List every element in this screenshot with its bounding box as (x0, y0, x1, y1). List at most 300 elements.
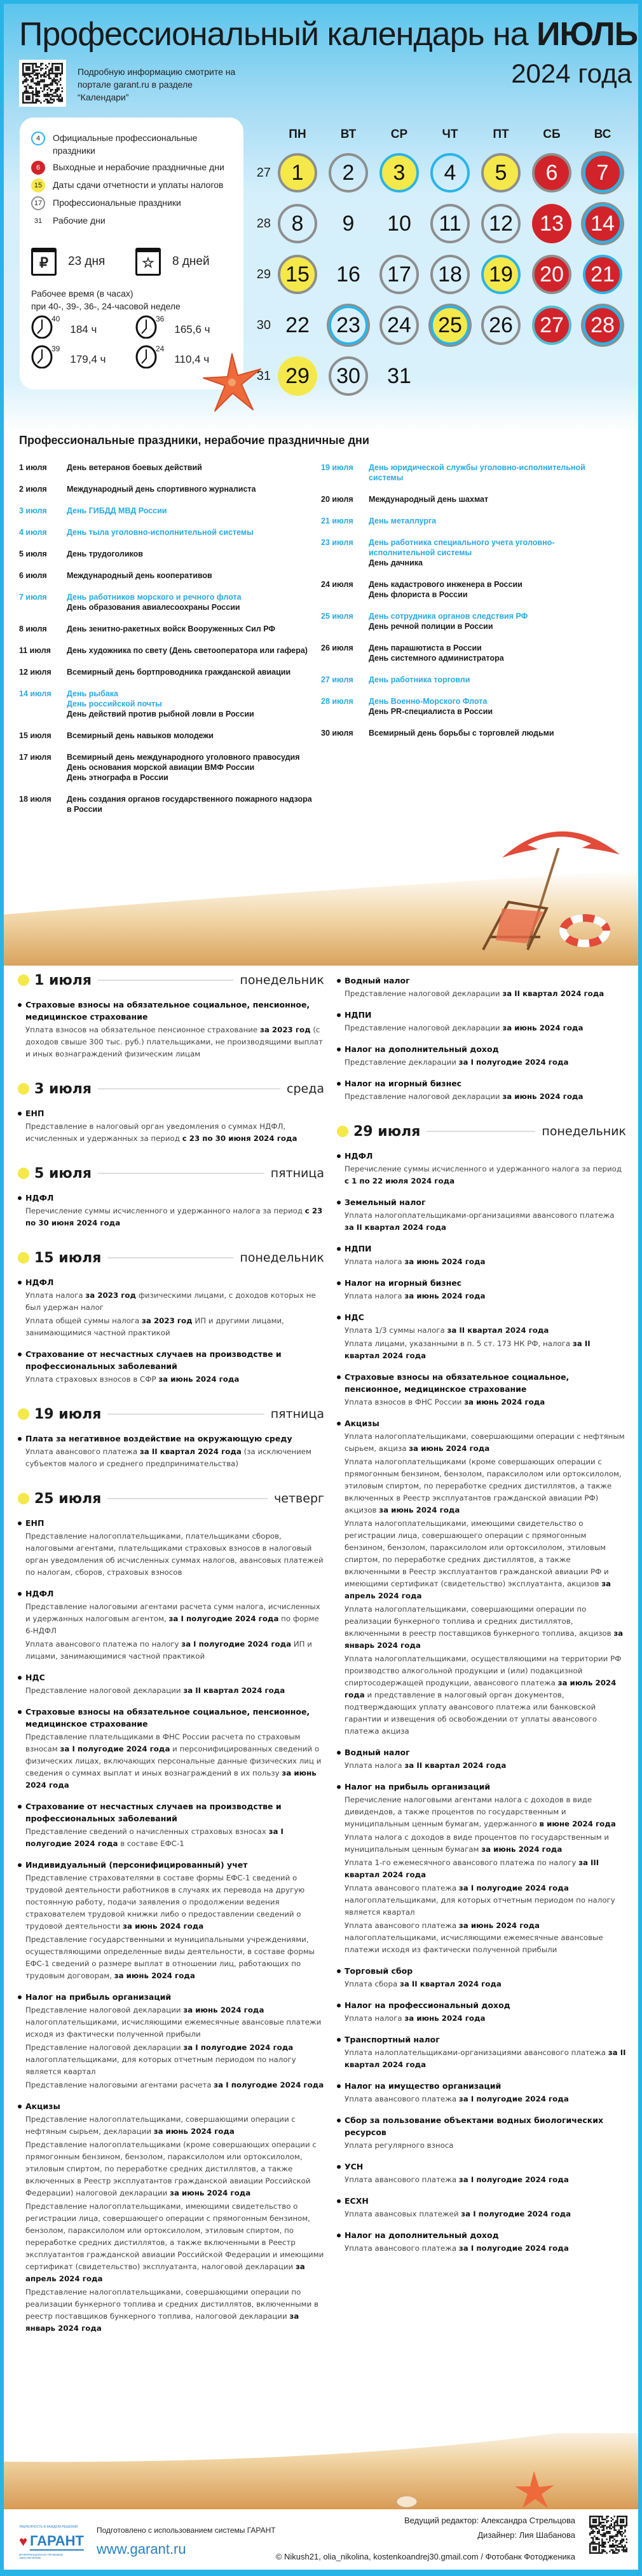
calendar-day[interactable]: 7 (583, 153, 622, 192)
deadline-date: 29 июля (353, 1123, 421, 1140)
holiday-name: Всемирный день международного уголовного правосудия (67, 753, 300, 762)
garant-logo[interactable] (19, 2525, 85, 2559)
deadline-item (18, 1107, 324, 1145)
calendar-cell (272, 249, 323, 300)
calendar-cell (425, 198, 475, 249)
holiday-row (19, 484, 318, 494)
deadline-item (337, 2161, 626, 2186)
calendar-day[interactable]: 18 (430, 255, 470, 294)
deadline-period: за июнь 2024 года (409, 1444, 490, 1453)
stat-days-off (135, 248, 210, 276)
holiday-names (369, 675, 470, 685)
holiday-names (67, 667, 290, 677)
legend-label: Рабочие дни (53, 215, 106, 226)
deadline-title: НДС (345, 1312, 364, 1322)
hours-24 (135, 344, 209, 368)
stat-work-days (31, 248, 105, 276)
deadline-text (345, 1857, 626, 1881)
divider (427, 1131, 535, 1132)
info-text: Подробную информацию смотрите на портале garant.ru в разделе “Календари” (78, 67, 236, 102)
deadline-period: за II квартал 2024 года (345, 2048, 626, 2069)
deadline-text-part: Уплата авансового платежа (345, 2244, 459, 2253)
star-calendar-icon: ☆ (135, 248, 161, 276)
deadline-text-part: по форме 6-НДФЛ (25, 1614, 319, 1635)
tax-date-dot-icon (18, 1493, 29, 1504)
calendar-day[interactable]: 23 (329, 306, 368, 345)
deadline-text-part: Представление налоговой декларации (345, 1092, 503, 1101)
holiday-row (19, 731, 318, 741)
tax-column-right (337, 974, 626, 2263)
deadline-text-part: Уплата налогоплательщиками-организациями авансового платежа (345, 1211, 615, 1220)
deadline-text (25, 1446, 324, 1470)
legend-label: Выходные и нерабочие праздничные дни (53, 162, 224, 172)
deadline-period: за II квартал 2024 года (447, 1326, 549, 1335)
holiday-names (369, 696, 493, 717)
calendar-day[interactable]: 13 (532, 204, 571, 243)
week-number: 27 (256, 165, 271, 180)
deadline-text-part: Уплата сбора (345, 1979, 400, 1988)
deadline-period: за январь 2024 года (345, 1629, 624, 1650)
calendar-cell (526, 198, 577, 249)
deadline-title: Сбор за пользование объектами водных биологических ресурсов (345, 2115, 604, 2137)
deadline-period: за 2023 год (142, 1316, 193, 1325)
legend-dayoff-icon: 6 (31, 161, 45, 175)
deadline-text-part: Представление налоговыми агентами расчета (25, 2080, 214, 2089)
holiday-name: Международный день спортивного журналиста (67, 485, 256, 494)
deadline-item (337, 1196, 626, 1234)
calendar-day[interactable]: 1 (278, 153, 317, 192)
calendar-cell (374, 300, 425, 351)
deadline-title: Налог на профессиональный доход (345, 2000, 510, 2010)
deadline-period: за I полугодие 2024 года (25, 1827, 283, 1848)
calendar-day[interactable]: 24 (379, 306, 419, 345)
calendar-day[interactable]: 28 (583, 306, 622, 345)
deadline-item (18, 1588, 324, 1662)
calendar-day[interactable]: 10 (387, 211, 411, 236)
deadline-title: Налог на прибыль организаций (345, 1782, 491, 1791)
deadline-title: Налог на прибыль организаций (25, 1992, 172, 2002)
deadline-text-part: Представление налогоплательщиками, совершающими операции по реализации бункерного топлива и средних дистиллятов, включенными в реестр поставщиков бункерного топлива, налоговой декларации (25, 2288, 318, 2321)
holiday-row (19, 624, 318, 634)
holiday-date: 26 июля (321, 644, 353, 652)
deadline-period: за I полугодие 2024 года (458, 2244, 569, 2253)
legend-tax-icon: 15 (31, 179, 45, 192)
deadline-item (337, 1009, 626, 1034)
holiday-name: День работников морского и речного флота (67, 593, 242, 602)
calendar-day[interactable]: 31 (387, 363, 411, 388)
holiday-names (67, 752, 300, 783)
calendar-cell (323, 351, 374, 401)
holiday-names (67, 462, 202, 473)
deadline-text (345, 1518, 626, 1602)
deadline-title: Налог на игорный бизнес (345, 1079, 462, 1088)
calendar-cell (475, 147, 526, 198)
weekday-header: ЧТ (442, 128, 458, 141)
hours-value: 165,6 ч (174, 323, 210, 335)
deadline-text (25, 1731, 324, 1791)
deadline-item (337, 1746, 626, 1772)
calendar-day[interactable]: 9 (342, 211, 355, 236)
deadline-text-part: Представление государственными и муниципальными учреждениями, осуществляющими определенные виды деятельности, в составе формы ЕФС-1 сведений о размере выплат в отношении лиц, работающих по трудовым договорам, (25, 1935, 315, 1980)
holiday-name: День художника по свету (День светооператора или гафера) (67, 646, 308, 655)
divider (98, 1088, 280, 1089)
holiday-date: 6 июля (19, 571, 47, 580)
deadline-weekday: среда (287, 1082, 324, 1096)
holiday-date: 2 июля (19, 485, 47, 494)
deadline-text-part: Уплата налога (345, 1291, 405, 1300)
holiday-names (67, 484, 256, 494)
holiday-date: 12 июля (19, 668, 51, 677)
deadline-title: Земельный налог (345, 1197, 426, 1207)
deadline-title: Водный налог (345, 1748, 410, 1757)
week-hours: 40 (51, 314, 60, 323)
deadline-text (345, 1056, 626, 1069)
deadline-text-part: налогоплательщиками, исчисляющими ежемесячные авансовые платежи исходя из фактически полученной прибыли (345, 1933, 603, 1954)
title-text: Профессиональный календарь на (19, 16, 528, 53)
holiday-name: День действий против рыбной ловли в России (67, 710, 254, 718)
deadline-text-part: Уплата авансового платежа (345, 2175, 459, 2184)
holiday-name: День тыла уголовно-исполнительной системы (67, 528, 254, 537)
deadline-text (25, 2079, 324, 2091)
calendar-day[interactable]: 22 (285, 313, 310, 337)
weekday-header: ПН (289, 128, 306, 141)
deadline-text-part: Представление налоговой декларации (25, 1686, 184, 1695)
deadline-text (25, 2139, 324, 2199)
deadline-title: Торговый сбор (345, 1966, 413, 1976)
clock-icon (135, 314, 157, 339)
calendar-day[interactable]: 3 (379, 153, 419, 192)
holiday-names (67, 731, 214, 741)
deadline-text (345, 1290, 626, 1302)
holiday-date: 20 июля (321, 495, 353, 504)
deadline-period: за июнь 2024 года (404, 2014, 486, 2023)
legend-prof (31, 196, 181, 210)
deadline-text-part: Уплата налога с доходов в виде процентов по государственным и муниципальным ценным бумагам (345, 1833, 610, 1854)
days-off-value: 8 дней (172, 255, 210, 268)
deadline-text (25, 2201, 324, 2285)
tax-date-dot-icon (18, 1252, 29, 1264)
holiday-name: День образования авиалесоохраны России (67, 603, 240, 612)
deadline-date-header (337, 1122, 626, 1141)
calendar-day[interactable]: 29 (278, 356, 317, 396)
deadline-title: НДФЛ (25, 1589, 54, 1598)
calendar-cell (425, 147, 475, 198)
holiday-names (369, 728, 554, 738)
deadline-title: ЕНП (25, 1518, 44, 1528)
deadline-period: за I полугодие 2024 года (168, 1614, 279, 1623)
deadline-item (337, 2080, 626, 2105)
deadline-period: за II квартал 2024 года (139, 1447, 242, 1456)
calendar-cell (323, 198, 374, 249)
holiday-row (321, 579, 620, 600)
deadline-item (18, 1276, 324, 1339)
footer-qr-code[interactable] (588, 2514, 629, 2556)
deadline-item (18, 1800, 324, 1850)
deadline-title: Индивидуальный (персонифицированный) учет (25, 1860, 248, 1870)
holiday-row (321, 643, 620, 663)
logo-figure-icon: ♥ (19, 2533, 28, 2549)
holiday-names (67, 506, 167, 516)
deadline-period: за июль 2024 года (345, 1678, 617, 1699)
calendar-cell (425, 249, 475, 300)
qr-code[interactable] (19, 60, 66, 107)
deadline-text-part: Представление налогоплательщиками, плательщиками сборов, налоговыми агентами, плательщиками страховых взносов в налоговый орган уведомления об исчисленных суммах налогов, авансовых платежей по налогам, сборов, страховых взносов (25, 1532, 324, 1577)
deadline-text-part: Представление налоговой декларации (25, 2043, 184, 2052)
deadline-item (337, 2033, 626, 2071)
deadline-period: за июнь 2024 года (153, 2127, 235, 2136)
deadline-text-part: Уплата налогоплательщиками, осуществляющими на территории РФ производство алкогольной продукции и (или) подакцизной спиртосодержащей продукции, авансового платежа (345, 1654, 622, 1687)
holiday-date: 1 июля (19, 463, 47, 472)
prepared-note: Подготовлено с использованием системы ГАРАНТ (97, 2526, 276, 2535)
deadline-text (25, 2114, 324, 2138)
deadline-text (345, 1794, 626, 1830)
deadline-text-part: Представление страхователями в составе формы ЕФС-1 сведений о трудовой деятельности работников в случаях их перевода на другую постоянную работу, подачи заявления о продолжении ведения страхователем трудовой книжки либо о предоставлении сведений о трудовой деятельности (25, 1873, 305, 1931)
deadline-item (337, 1150, 626, 1187)
legend-label: Даты сдачи отчетности и уплаты налогов (53, 180, 224, 190)
deadline-text-part: Представление налогоплательщиками (кроме совершающих операции с прямогонным бензином, бензолом, параксилолом или ортоксилолом, этиловым спиртом, по переработке средних дистиллятов, а также включенных в Реестр эксплуатантов гражданской авиации Российской Федерации) налоговой декларации (25, 2140, 317, 2197)
legend-label: Профессиональные праздники (53, 198, 181, 208)
calendar-cell (526, 249, 577, 300)
holiday-names (67, 689, 254, 719)
calendar-day[interactable]: 8 (278, 204, 317, 243)
deadline-item (337, 1999, 626, 2025)
calendar-corner (247, 122, 272, 147)
deadline-text-part: (за исключением субъектов малого и среднего предпринимательства) (25, 1447, 311, 1468)
deadline-text-part: ИП и лицами, занимающимися частной практикой (25, 1640, 312, 1661)
calendar-cell (526, 300, 577, 351)
holiday-row (19, 794, 318, 814)
deadline-period: за II квартал 2024 года (502, 989, 604, 998)
calendar-day[interactable]: 26 (481, 306, 521, 345)
weekday-header: ПТ (493, 128, 509, 141)
deadline-date-header (18, 1489, 324, 1508)
clock-icon (31, 344, 53, 368)
deadline-period: за II квартал 2024 года (399, 1979, 502, 1988)
deadline-period: с 23 по 30 июня 2024 года (182, 1134, 297, 1143)
deadline-title: Страховые взносы на обязательное социальное, пенсионное, медицинское страхование (25, 1707, 310, 1729)
holiday-name: День кадастрового инженера в России (369, 580, 522, 589)
deadline-period: за июнь 2024 года (25, 1769, 317, 1790)
work-time-heading: Рабочее время (в часах) (31, 288, 133, 299)
deadline-period: за июнь 2024 года (464, 1398, 545, 1406)
calendar-day[interactable]: 14 (583, 204, 622, 243)
deadline-date: 3 июля (34, 1081, 92, 1097)
calendar-cell (323, 147, 374, 198)
deadline-text-part: физическими лицами, с доходов которых не был удержан налог (25, 1291, 316, 1312)
deadline-date-header (18, 1405, 324, 1424)
holiday-names (369, 611, 528, 631)
deadline-title: Водный налог (345, 976, 410, 985)
deadline-text (25, 1934, 324, 1982)
deadline-text-part: Представление декларации (345, 1058, 459, 1067)
deadline-item (18, 1671, 324, 1697)
calendar-day[interactable]: 2 (329, 153, 368, 192)
calendar-day[interactable]: 25 (430, 306, 470, 345)
calendar-cell (272, 147, 323, 198)
calendar-day[interactable]: 20 (532, 255, 571, 294)
legend-panel (20, 118, 243, 389)
deadline-item (18, 1192, 324, 1229)
deadline-item (337, 1311, 626, 1362)
deadline-item (337, 2229, 626, 2255)
deadline-text-part: Перечисление суммы исчисленного и удержанного налога за период (25, 1206, 305, 1215)
deadline-text (25, 1205, 324, 1229)
deadline-period: за июнь 2024 года (404, 1291, 486, 1300)
deadline-text (345, 1978, 626, 1990)
deadline-period: за III квартал 2024 года (345, 1858, 599, 1879)
beach-illustration (0, 819, 642, 966)
deadline-item (337, 1965, 626, 1990)
deadline-item (337, 1077, 626, 1103)
deadline-text (345, 1882, 626, 1919)
deadline-text-part: Перечисление налоговыми агентами налога с доходов в виде дивидендов, а также процентов по государственным и муниципальным ценным бумагам, удержанного (345, 1795, 592, 1828)
deadline-text (25, 2042, 324, 2078)
calendar-day[interactable]: 17 (379, 255, 419, 294)
legend-dayoff (31, 161, 224, 175)
calendar-day[interactable]: 12 (481, 204, 521, 243)
deadline-item (337, 1371, 626, 1408)
holiday-row (19, 462, 318, 473)
holiday-names (369, 537, 620, 568)
deadline-title: Налог на дополнительный доход (345, 1044, 499, 1054)
holidays-list-right (321, 462, 620, 750)
deadline-text (345, 2013, 626, 2025)
designer-credit: Дизайнер: Лия Шабанова (477, 2530, 575, 2540)
holiday-name: День ветеранов боевых действий (67, 463, 202, 472)
title-month: ИЮЛЬ (536, 16, 638, 53)
deadline-text-part: Уплата налогоплательщиками, совершающими операции с нефтяным сырьем, акциза (345, 1432, 625, 1453)
deadline-text (345, 2242, 626, 2255)
deadline-text (25, 1290, 324, 1314)
deadline-title: Страхование от несчастных случаев на производстве и профессиональных заболеваний (25, 1349, 282, 1371)
deadline-text (345, 1603, 626, 1652)
deadline-text (25, 1638, 324, 1662)
calendar-cell (475, 198, 526, 249)
deadline-text-part: Уплата авансового платежа (345, 2094, 459, 2103)
calendar-day[interactable]: 30 (329, 356, 368, 396)
deadline-text (345, 1338, 626, 1362)
holiday-row (19, 645, 318, 656)
week-number: 31 (256, 368, 271, 383)
work-time-title (31, 287, 181, 313)
holiday-date: 7 июля (19, 593, 47, 602)
deadline-text-part: Представление налоговой декларации (345, 989, 503, 998)
holiday-date: 11 июля (19, 646, 51, 655)
deadline-text (25, 2286, 324, 2335)
deadline-text (345, 2140, 626, 2152)
week-number: 30 (256, 318, 271, 332)
holiday-name: Всемирный день борьбы с торговлей людьми (369, 729, 554, 738)
calendar-cell (272, 351, 323, 401)
deadline-title: Акцизы (25, 2101, 60, 2111)
deadline-text-part: Уплата налога (345, 2014, 405, 2023)
deadline-period: за апрель 2024 года (25, 2262, 305, 2283)
deadline-text (345, 1456, 626, 1516)
deadline-period: за I полугодие 2024 года (458, 1058, 569, 1067)
deadline-title: НДПИ (345, 1244, 372, 1253)
clock-icon (135, 344, 157, 368)
hours-value: 179,4 ч (70, 353, 106, 365)
holidays-list-left (19, 462, 318, 826)
deadline-weekday: пятница (270, 1166, 324, 1180)
garant-link[interactable]: www.garant.ru (97, 2541, 186, 2557)
work-days-value: 23 дня (68, 255, 106, 268)
deadline-period: за I полугодие 2024 года (183, 2043, 294, 2052)
clock-icon (31, 314, 53, 339)
holiday-name: День трудоголиков (67, 550, 143, 558)
deadline-item (18, 1991, 324, 2091)
deadline-text (345, 1920, 626, 1956)
holiday-name: День Военно-Морского Флота (369, 697, 488, 706)
calendar-cell (323, 300, 374, 351)
calendar-cell (475, 351, 526, 401)
deadline-weekday: понедельник (542, 1124, 626, 1138)
tax-date-dot-icon (18, 1408, 29, 1420)
holiday-date: 30 июля (321, 729, 353, 738)
legend-tax (31, 179, 224, 192)
holiday-row (19, 752, 318, 783)
holiday-date: 28 июля (321, 697, 353, 706)
deadline-period: за II квартал 2024 года (345, 1339, 591, 1360)
holiday-name: День работника торговли (369, 675, 470, 684)
holiday-names (67, 549, 143, 559)
deadline-title: Налог на дополнительный доход (345, 2230, 499, 2240)
tax-date-dot-icon (18, 1083, 29, 1095)
deadline-text-part: налогоплательщиками, для которых отчетным периодом по налогу является квартал (25, 2055, 296, 2076)
week-hours: 39 (51, 344, 60, 353)
deadline-text-part: Уплата регулярного взноса (345, 2141, 454, 2150)
deadline-title: Транспортный налог (345, 2035, 440, 2044)
week-number: 28 (256, 216, 271, 231)
deadline-text-part: Уплата авансового платежа по налогу (25, 1640, 182, 1649)
calendar-day[interactable]: 5 (481, 153, 521, 192)
logo-subtitle: ИНФОРМАЦИОННО-ПРАВОВОЕ ОБЕСПЕЧЕНИЕ (19, 2553, 64, 2559)
calendar-day[interactable]: 11 (430, 204, 470, 243)
tax-date-dot-icon (18, 974, 29, 986)
deadline-text-part: Уплата налоплательщиками-организациями авансового платежа (345, 2048, 608, 2057)
calendar-cell (374, 351, 425, 401)
deadline-text (25, 2004, 324, 2040)
deadline-period: за II квартал 2024 года (183, 1686, 285, 1695)
calendar-day[interactable]: 4 (430, 153, 470, 192)
deadline-text-part: Представление налоговой декларации (25, 2006, 184, 2014)
deadline-text-part: Уплата налога (25, 1291, 86, 1300)
legend-label: Официальные профессиональные праздники (53, 133, 198, 156)
calendar-cell (577, 147, 628, 198)
deadline-item (337, 1243, 626, 1268)
deadline-text (25, 1872, 324, 1932)
deadline-period: за I полугодие 2024 года (214, 2080, 324, 2089)
deadline-text (345, 2047, 626, 2071)
holiday-date: 23 июля (321, 538, 353, 547)
legend-official (31, 131, 222, 157)
weekday-header: СБ (543, 128, 561, 141)
calendar-day[interactable]: 19 (481, 255, 521, 294)
deadline-title: ЕНП (25, 1109, 44, 1118)
deadline-text (25, 1024, 324, 1060)
holiday-name: День системного администратора (369, 654, 504, 663)
holiday-row (321, 516, 620, 526)
deadline-text-part: Представление сведений о начисленных страховых взносах (25, 1827, 269, 1836)
footer (0, 2509, 642, 2570)
calendar-day[interactable]: 15 (278, 255, 317, 294)
calendar-day[interactable]: 6 (532, 153, 571, 192)
calendar-day[interactable]: 27 (532, 306, 571, 345)
calendar-day[interactable]: 16 (336, 262, 360, 287)
weekday-header: ВТ (340, 128, 357, 141)
calendar-cell (475, 300, 526, 351)
calendar-day[interactable]: 21 (583, 255, 622, 294)
